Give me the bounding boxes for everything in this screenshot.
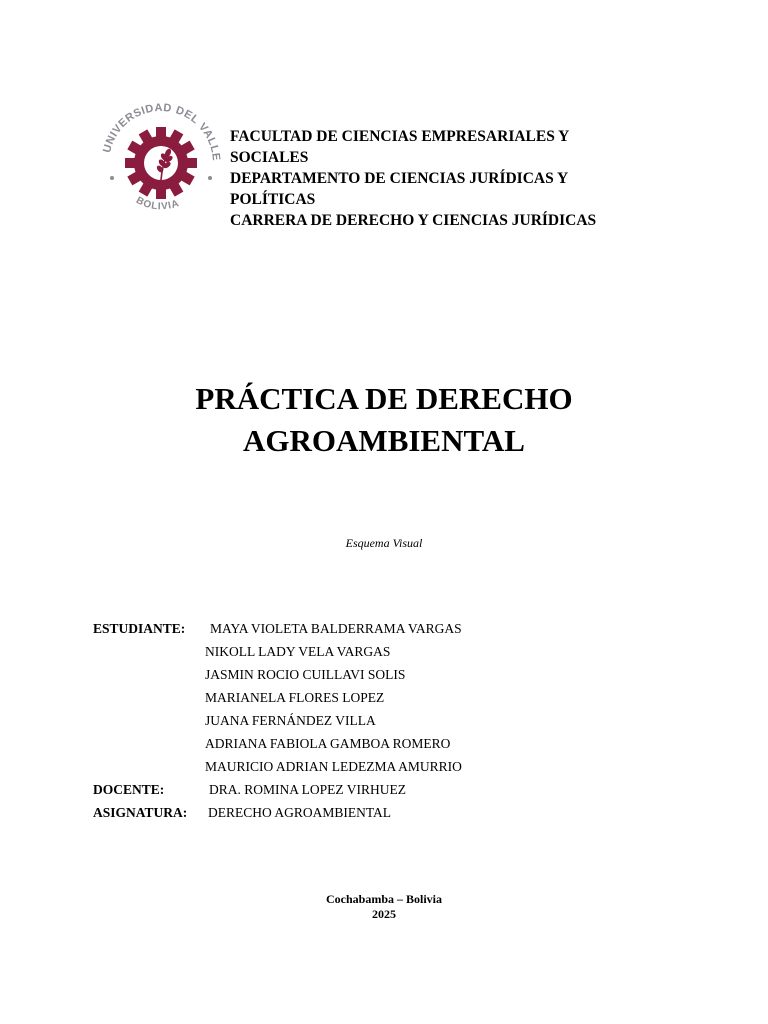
student-row bbox=[93, 640, 593, 663]
teacher-row bbox=[93, 778, 593, 801]
document-title bbox=[0, 378, 768, 462]
subject-label: ASIGNATURA: bbox=[93, 805, 188, 820]
institution-header bbox=[230, 126, 650, 231]
title-line-1: PRÁCTICA DE DERECHO bbox=[195, 381, 573, 416]
student-name: ADRIANA FABIOLA GAMBOA ROMERO bbox=[205, 736, 451, 751]
faculty-line-2: SOCIALES bbox=[230, 149, 309, 166]
faculty-line-1: FACULTAD DE CIENCIAS EMPRESARIALES Y bbox=[230, 128, 570, 145]
department-line-1: DEPARTAMENTO DE CIENCIAS JURÍDICAS Y bbox=[230, 170, 569, 187]
student-row bbox=[93, 686, 593, 709]
document-footer bbox=[0, 892, 768, 922]
logo-ring-text-top: UNIVERSIDAD DEL VALLE bbox=[101, 101, 223, 162]
career-line: CARRERA DE DERECHO Y CIENCIAS JURÍDICAS bbox=[230, 212, 597, 229]
subject-name: DERECHO AGROAMBIENTAL bbox=[208, 805, 392, 820]
info-block bbox=[93, 617, 593, 824]
student-row bbox=[93, 709, 593, 732]
student-name: MAURICIO ADRIAN LEDEZMA AMURRIO bbox=[205, 759, 462, 774]
university-logo bbox=[98, 100, 224, 226]
student-name: MARIANELA FLORES LOPEZ bbox=[205, 690, 385, 705]
logo-dot-right bbox=[208, 176, 212, 180]
teacher-label: DOCENTE: bbox=[93, 782, 165, 797]
department-line-2: POLÍTICAS bbox=[230, 191, 316, 208]
student-row bbox=[93, 617, 593, 640]
logo-dot-left bbox=[110, 176, 114, 180]
title-line-2: AGROAMBIENTAL bbox=[243, 423, 525, 458]
student-row bbox=[93, 663, 593, 686]
teacher-name: DRA. ROMINA LOPEZ VIRHUEZ bbox=[209, 782, 407, 797]
student-label: ESTUDIANTE: bbox=[93, 621, 186, 636]
student-row bbox=[93, 732, 593, 755]
document-subtitle: Esquema Visual bbox=[345, 536, 423, 550]
student-name: NIKOLL LADY VELA VARGAS bbox=[205, 644, 391, 659]
footer-year: 2025 bbox=[372, 907, 396, 921]
student-name: JUANA FERNÁNDEZ VILLA bbox=[205, 713, 376, 728]
student-name: MAYA VIOLETA BALDERRAMA VARGAS bbox=[210, 621, 462, 636]
logo-ring-text-bottom: BOLIVIA bbox=[134, 195, 181, 213]
student-name: JASMIN ROCIO CUILLAVI SOLIS bbox=[205, 667, 406, 682]
student-row bbox=[93, 755, 593, 778]
subject-row bbox=[93, 801, 593, 824]
footer-place: Cochabamba – Bolivia bbox=[325, 892, 442, 906]
